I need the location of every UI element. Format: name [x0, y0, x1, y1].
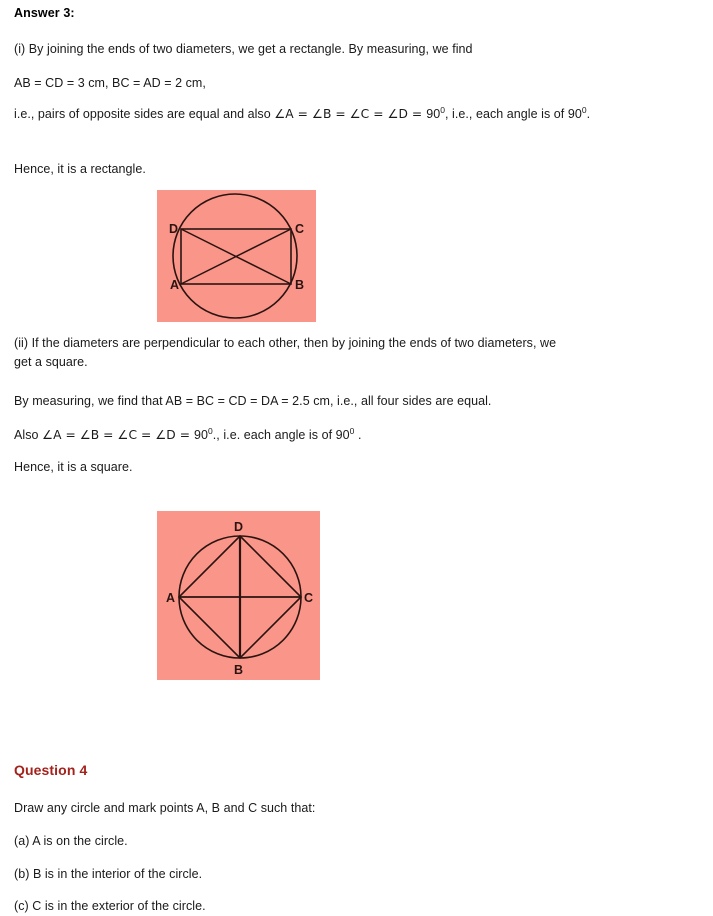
paragraph-angles-rectangle	[14, 105, 634, 124]
p7-angle-a: ∠A =	[42, 428, 80, 442]
label-b: B	[234, 663, 244, 677]
paragraph-measurements-square: By measuring, we find that AB = BC = CD = DA = 2.5 cm, i.e., all four sides are equal.	[14, 394, 492, 408]
p3-angle-d: ∠D =	[387, 107, 427, 121]
paragraph-question-prompt: Draw any circle and mark points A, B and C such that:	[14, 801, 316, 815]
figure-square-in-circle	[157, 511, 320, 680]
p3-value-1: 90	[426, 107, 441, 121]
paragraph-conclusion-rectangle: Hence, it is a rectangle.	[14, 162, 146, 176]
paragraph-i: (i) By joining the ends of two diameters, we get a rectangle. By measuring, we find	[14, 42, 473, 56]
label-a: A	[166, 591, 176, 605]
paragraph-angles-square	[14, 426, 361, 445]
p3-angle-b: ∠B =	[311, 107, 350, 121]
label-c: C	[295, 222, 305, 236]
p7-superscript-2: 0	[349, 425, 355, 436]
p3-angle-c: ∠C =	[349, 107, 388, 121]
p3-text-part3: .	[586, 107, 591, 121]
p7-angle-b: ∠B =	[79, 428, 118, 442]
figure-rectangle-in-circle	[157, 190, 316, 322]
label-d: D	[169, 222, 179, 236]
p3-angle-a: ∠A =	[274, 107, 312, 121]
p7-value-1: 90	[193, 428, 208, 442]
paragraph-ii: (ii) If the diameters are perpendicular to each other, then by joining the ends of two diameters, we get a square.	[14, 336, 557, 369]
paragraph-measurements: AB = CD = 3 cm, BC = AD = 2 cm,	[14, 76, 206, 90]
label-d: D	[234, 520, 244, 534]
p3-text-part2: , i.e., each angle is of 90	[444, 107, 582, 121]
paragraph-option-a: (a) A is on the circle.	[14, 834, 128, 848]
answer-heading: Answer 3:	[14, 6, 75, 20]
square-circle-svg	[157, 511, 320, 680]
p7-angle-c: ∠C =	[117, 428, 156, 442]
p7-text-part3: .	[354, 428, 362, 442]
p7-angle-d: ∠D =	[155, 428, 194, 442]
p3-text-part1: i.e., pairs of opposite sides are equal and also	[14, 107, 275, 121]
paragraph-conclusion-square: Hence, it is a square.	[14, 460, 133, 474]
p3-superscript-1: 0	[440, 104, 445, 115]
p7-superscript-1: 0	[208, 425, 213, 436]
label-b: B	[295, 278, 305, 292]
paragraph-option-c: (c) C is in the exterior of the circle.	[14, 899, 206, 913]
p3-superscript-2: 0	[581, 104, 587, 115]
question-heading: Question 4	[14, 762, 88, 778]
label-a: A	[170, 278, 180, 292]
label-c: C	[304, 591, 314, 605]
paragraph-option-b: (b) B is in the interior of the circle.	[14, 867, 203, 881]
rectangle-circle-svg	[157, 190, 316, 322]
p7-text-part2: ., i.e. each angle is of 90	[212, 428, 350, 442]
p7-text-part1: Also	[14, 428, 43, 442]
